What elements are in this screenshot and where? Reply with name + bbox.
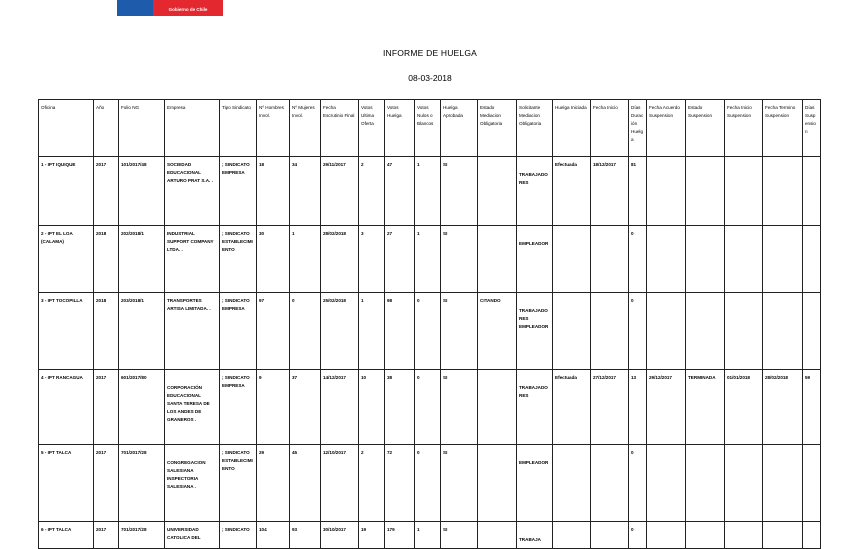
cell-text: 81 [631, 162, 637, 167]
col-header-tipo-sindicato: Tipo Sindicato [220, 100, 257, 157]
cell-huelga-iniciada [553, 522, 591, 549]
cell-fecha-escrutinio [321, 157, 359, 226]
col-header-votos-huelga: Votos Huelga [385, 100, 415, 157]
cell-text: CORPORACIÓN EDUCACIONAL SANTA TERESA DE LOS ANDES DE GRANEROS . [167, 385, 210, 422]
cell-ano [94, 226, 119, 293]
table-row [39, 226, 821, 293]
cell-ano [94, 370, 119, 445]
col-header-fecha-acuerdo-suspension: Fecha Acuerdo Suspension [647, 100, 686, 157]
table-row [39, 445, 821, 522]
cell-fecha-escrutinio [321, 522, 359, 549]
cell-estado-suspension [686, 226, 725, 293]
cell-text: 12/10/2017 [323, 450, 346, 455]
cell-votos-huelga [385, 157, 415, 226]
cell-fecha-inicio [591, 445, 629, 522]
cell-text: 1 [417, 231, 420, 236]
cell-fecha-acuerdo-suspension [647, 157, 686, 226]
cell-votos-nulos [415, 226, 441, 293]
cell-text: 10 [361, 375, 367, 380]
cell-text: ; SINDICATO EMPRESA [222, 298, 250, 311]
cell-text: 2017 [96, 162, 107, 167]
cell-votos-ultima-oferta [359, 226, 385, 293]
cell-text: 59 [805, 375, 811, 380]
cell-text: CITANDO [480, 298, 501, 303]
cell-text: 27 [387, 231, 393, 236]
cell-dias-duracion [629, 226, 647, 293]
col-header-ano: Año [94, 100, 119, 157]
table-row [39, 293, 821, 370]
cell-fecha-termino-suspension [763, 370, 803, 445]
col-header-dias-duracion: Días Duración Huelga [629, 100, 647, 157]
cell-fecha-termino-suspension [763, 445, 803, 522]
logo-red-block [153, 0, 223, 16]
cell-text: 18 [259, 162, 265, 167]
cell-fecha-inicio-suspension [725, 445, 763, 522]
cell-solicitante-mediacion [517, 226, 553, 293]
cell-text: 104 [259, 527, 267, 532]
cell-dias-duracion [629, 293, 647, 370]
cell-folio [119, 445, 165, 522]
cell-fecha-acuerdo-suspension [647, 226, 686, 293]
cell-votos-ultima-oferta [359, 157, 385, 226]
cell-text: 97 [259, 298, 265, 303]
cell-huelga-iniciada [553, 370, 591, 445]
cell-text: TRANSPORTES ARTISA LIMITADA. . [167, 298, 211, 311]
cell-estado-mediacion [478, 226, 517, 293]
table-header-row [39, 100, 821, 157]
cell-hombres [257, 157, 290, 226]
cell-text: ; SINDICATO ESTABLECIMIENTO [222, 231, 253, 252]
cell-oficina [39, 157, 94, 226]
cell-text: 9 [259, 375, 262, 380]
cell-text: SI [443, 298, 448, 303]
cell-folio [119, 370, 165, 445]
cell-text: Efectuada [555, 162, 577, 167]
cell-fecha-inicio [591, 522, 629, 549]
col-header-estado-suspension: Estado Suspension [686, 100, 725, 157]
cell-text: INDUSTRIAL SUPPORT COMPANY LTDA. . [167, 231, 214, 252]
cell-text: 2017 [96, 375, 107, 380]
cell-text: 93 [292, 527, 298, 532]
cell-dias-suspension [803, 157, 821, 226]
cell-oficina [39, 370, 94, 445]
cell-text: 701/2017/28 [121, 450, 147, 455]
cell-estado-suspension [686, 445, 725, 522]
cell-tipo-sindicato [220, 445, 257, 522]
cell-votos-huelga [385, 293, 415, 370]
cell-folio [119, 157, 165, 226]
table-row [39, 522, 821, 549]
cell-huelga-iniciada [553, 226, 591, 293]
cell-text: 0 [417, 298, 420, 303]
cell-folio [119, 293, 165, 370]
cell-dias-duracion [629, 370, 647, 445]
cell-text: EMPLEADOR [519, 460, 549, 465]
cell-hombres [257, 445, 290, 522]
logo-text: Gobierno de Chile [168, 7, 208, 12]
cell-fecha-inicio-suspension [725, 293, 763, 370]
col-header-empresa: Empresa [165, 100, 220, 157]
cell-dias-suspension [803, 522, 821, 549]
cell-text: 29/11/2017 [323, 162, 346, 167]
col-header-huelga-aprobada: Huelga Aprobada [441, 100, 478, 157]
cell-text: 72 [387, 450, 393, 455]
cell-votos-huelga [385, 445, 415, 522]
cell-text: ; SINDICATO ESTABLECIMIENTO [222, 450, 253, 471]
cell-text: SOCIEDAD EDUCACIONAL ARTURO PRAT S.A. . [167, 162, 213, 183]
cell-text: 98 [387, 298, 393, 303]
cell-text: TRABAJADORES EMPLEADOR [519, 308, 549, 329]
cell-fecha-inicio-suspension [725, 157, 763, 226]
cell-text: 25/02/2018 [323, 298, 346, 303]
cell-dias-duracion [629, 157, 647, 226]
col-header-fecha-escrutinio: Fecha Escrutinio Final [321, 100, 359, 157]
cell-huelga-iniciada [553, 157, 591, 226]
cell-estado-suspension [686, 522, 725, 549]
cell-votos-nulos [415, 522, 441, 549]
cell-votos-huelga [385, 370, 415, 445]
cell-text: TRABAJADORES [519, 172, 548, 185]
cell-huelga-aprobada [441, 157, 478, 226]
cell-solicitante-mediacion [517, 293, 553, 370]
cell-text: 34 [292, 162, 298, 167]
cell-text: SI [443, 375, 448, 380]
cell-dias-suspension [803, 226, 821, 293]
cell-hombres [257, 370, 290, 445]
cell-text: 28/02/2018 [323, 231, 346, 236]
col-header-solicitante-mediacion: Solicitante Mediacion Obligatoria [517, 100, 553, 157]
cell-text: ; SINDICATO EMPRESA [222, 375, 250, 388]
cell-text: 179 [387, 527, 395, 532]
cell-fecha-escrutinio [321, 445, 359, 522]
cell-ano [94, 157, 119, 226]
cell-fecha-escrutinio [321, 226, 359, 293]
cell-text: 0 [292, 298, 295, 303]
cell-solicitante-mediacion [517, 522, 553, 549]
gobierno-de-chile-logo [117, 0, 223, 16]
cell-fecha-termino-suspension [763, 226, 803, 293]
cell-mujeres [290, 157, 321, 226]
cell-text: 30 [259, 231, 265, 236]
cell-text: 3 [361, 231, 364, 236]
cell-text: 101/2017/48 [121, 162, 147, 167]
cell-votos-nulos [415, 157, 441, 226]
cell-text: 5 - IPT TALCA [41, 450, 72, 455]
col-header-fecha-inicio: Fecha Inicio [591, 100, 629, 157]
cell-text: EMPLEADOR [519, 241, 549, 246]
cell-folio [119, 226, 165, 293]
cell-fecha-acuerdo-suspension [647, 445, 686, 522]
cell-text: 1 [292, 231, 295, 236]
col-header-votos-ultima-oferta: Votos Ultima Oferta [359, 100, 385, 157]
cell-empresa [165, 293, 220, 370]
cell-text: 2017 [96, 450, 107, 455]
cell-votos-huelga [385, 226, 415, 293]
cell-votos-nulos [415, 293, 441, 370]
cell-hombres [257, 226, 290, 293]
cell-huelga-aprobada [441, 445, 478, 522]
cell-text: 0 [417, 375, 420, 380]
cell-mujeres [290, 522, 321, 549]
cell-text: 0 [417, 450, 420, 455]
cell-text: 6 - IPT TALCA [41, 527, 72, 532]
cell-tipo-sindicato [220, 370, 257, 445]
cell-text: 1 [417, 162, 420, 167]
cell-text: TRABAJADORES [519, 385, 548, 398]
cell-text: 3 - IPT TOCOPILLA [41, 298, 83, 303]
cell-votos-ultima-oferta [359, 522, 385, 549]
cell-ano [94, 293, 119, 370]
cell-text: 0 [631, 527, 634, 532]
cell-text: SI [443, 162, 448, 167]
cell-text: 1 [361, 298, 364, 303]
cell-fecha-inicio-suspension [725, 226, 763, 293]
cell-mujeres [290, 445, 321, 522]
strike-report-table [38, 99, 821, 549]
cell-fecha-inicio-suspension [725, 522, 763, 549]
cell-dias-duracion [629, 522, 647, 549]
cell-hombres [257, 522, 290, 549]
cell-mujeres [290, 370, 321, 445]
cell-text: 2 - IPT EL LOA (CALAMA) [41, 231, 73, 244]
cell-huelga-aprobada [441, 522, 478, 549]
cell-tipo-sindicato [220, 293, 257, 370]
table-row [39, 157, 821, 226]
cell-fecha-acuerdo-suspension [647, 370, 686, 445]
cell-fecha-acuerdo-suspension [647, 293, 686, 370]
col-header-dias-suspension: Días Suspension [803, 100, 821, 157]
cell-text: 0 [631, 450, 634, 455]
cell-huelga-aprobada [441, 226, 478, 293]
cell-text: 30/10/2017 [323, 527, 346, 532]
cell-empresa [165, 445, 220, 522]
cell-fecha-escrutinio [321, 293, 359, 370]
cell-votos-ultima-oferta [359, 370, 385, 445]
cell-text: 2018 [96, 231, 107, 236]
col-header-huelga-iniciada: Huelga Iniciada [553, 100, 591, 157]
cell-solicitante-mediacion [517, 370, 553, 445]
cell-text: 2 [361, 450, 364, 455]
cell-ano [94, 522, 119, 549]
cell-dias-suspension [803, 370, 821, 445]
cell-text: 1 [417, 527, 420, 532]
cell-text: 28/02/2018 [765, 375, 788, 380]
cell-text: 14/12/2017 [323, 375, 346, 380]
cell-text: ; SINDICATO EMPRESA [222, 162, 250, 175]
cell-fecha-inicio-suspension [725, 370, 763, 445]
cell-text: CONGREGACION SALESIANA INSPECTORIA SALESIANA . [167, 460, 206, 489]
col-header-fecha-termino-suspension: Fecha Termino Suspension [763, 100, 803, 157]
cell-votos-huelga [385, 522, 415, 549]
cell-empresa [165, 522, 220, 549]
cell-text: 01/01/2018 [727, 375, 750, 380]
cell-text: ; SINDICATO [222, 527, 250, 532]
cell-text: 203/2018/1 [121, 298, 144, 303]
cell-estado-mediacion [478, 370, 517, 445]
cell-oficina [39, 522, 94, 549]
col-header-oficina: Oficina [39, 100, 94, 157]
col-header-mujeres: Nº Mujeres Invol. [290, 100, 321, 157]
cell-estado-mediacion [478, 522, 517, 549]
cell-text: 2018 [96, 298, 107, 303]
cell-fecha-inicio [591, 293, 629, 370]
col-header-folio: Folio NG [119, 100, 165, 157]
cell-fecha-acuerdo-suspension [647, 522, 686, 549]
cell-fecha-inicio [591, 226, 629, 293]
cell-votos-ultima-oferta [359, 445, 385, 522]
cell-text: 2017 [96, 527, 107, 532]
cell-text: 29/12/2017 [649, 375, 672, 380]
cell-estado-suspension [686, 157, 725, 226]
cell-text: TERMINADA [688, 375, 716, 380]
col-header-hombres: Nº Hombres Invol. [257, 100, 290, 157]
cell-tipo-sindicato [220, 157, 257, 226]
cell-text: 0 [631, 298, 634, 303]
cell-text: 19 [361, 527, 367, 532]
cell-estado-suspension [686, 293, 725, 370]
cell-votos-ultima-oferta [359, 293, 385, 370]
cell-huelga-aprobada [441, 370, 478, 445]
cell-text: 18/12/2017 [593, 162, 616, 167]
col-header-votos-nulos: Votos Nulos o Blancos [415, 100, 441, 157]
cell-empresa [165, 157, 220, 226]
cell-text: TRABAJA [519, 537, 541, 542]
cell-text: 2 [361, 162, 364, 167]
cell-text: 29 [259, 450, 265, 455]
cell-oficina [39, 293, 94, 370]
cell-solicitante-mediacion [517, 157, 553, 226]
cell-fecha-termino-suspension [763, 293, 803, 370]
cell-estado-mediacion [478, 445, 517, 522]
cell-fecha-inicio [591, 157, 629, 226]
cell-tipo-sindicato [220, 522, 257, 549]
cell-estado-suspension [686, 370, 725, 445]
report-date: 08-03-2018 [408, 73, 452, 83]
cell-oficina [39, 445, 94, 522]
cell-text: 4 - IPT RANCAGUA [41, 375, 83, 380]
cell-fecha-termino-suspension [763, 522, 803, 549]
cell-text: 1 - IPT IQUIQUE [41, 162, 76, 167]
col-header-estado-mediacion: Estado Mediacion Obligatoria [478, 100, 517, 157]
cell-estado-mediacion [478, 157, 517, 226]
cell-oficina [39, 226, 94, 293]
cell-empresa [165, 370, 220, 445]
logo-blue-block [117, 0, 153, 16]
cell-text: 701/2017/28 [121, 527, 147, 532]
cell-text: 38 [387, 375, 393, 380]
cell-fecha-escrutinio [321, 370, 359, 445]
cell-ano [94, 445, 119, 522]
cell-estado-mediacion [478, 293, 517, 370]
cell-huelga-iniciada [553, 293, 591, 370]
cell-text: Efectuada [555, 375, 577, 380]
cell-dias-duracion [629, 445, 647, 522]
cell-votos-nulos [415, 445, 441, 522]
cell-text: SI [443, 450, 448, 455]
cell-hombres [257, 293, 290, 370]
cell-empresa [165, 226, 220, 293]
cell-text: 45 [292, 450, 298, 455]
cell-fecha-termino-suspension [763, 157, 803, 226]
cell-huelga-aprobada [441, 293, 478, 370]
cell-text: 13 [631, 375, 637, 380]
cell-text: 37 [292, 375, 298, 380]
cell-mujeres [290, 293, 321, 370]
cell-text: 202/2018/1 [121, 231, 144, 236]
cell-folio [119, 522, 165, 549]
report-title: INFORME DE HUELGA [382, 48, 478, 58]
cell-text: 47 [387, 162, 393, 167]
cell-huelga-iniciada [553, 445, 591, 522]
cell-text: SI [443, 527, 448, 532]
cell-mujeres [290, 226, 321, 293]
cell-dias-suspension [803, 445, 821, 522]
col-header-fecha-inicio-suspension: Fecha Inicio Suspension [725, 100, 763, 157]
cell-dias-suspension [803, 293, 821, 370]
cell-text: SI [443, 231, 448, 236]
cell-fecha-inicio [591, 370, 629, 445]
cell-votos-nulos [415, 370, 441, 445]
cell-text: 27/12/2017 [593, 375, 616, 380]
cell-solicitante-mediacion [517, 445, 553, 522]
table-row [39, 370, 821, 445]
cell-tipo-sindicato [220, 226, 257, 293]
cell-text: 0 [631, 231, 634, 236]
cell-text: 601/2017/80 [121, 375, 147, 380]
cell-text: UNIVERSIDAD CATOLICA DEL [167, 527, 201, 540]
